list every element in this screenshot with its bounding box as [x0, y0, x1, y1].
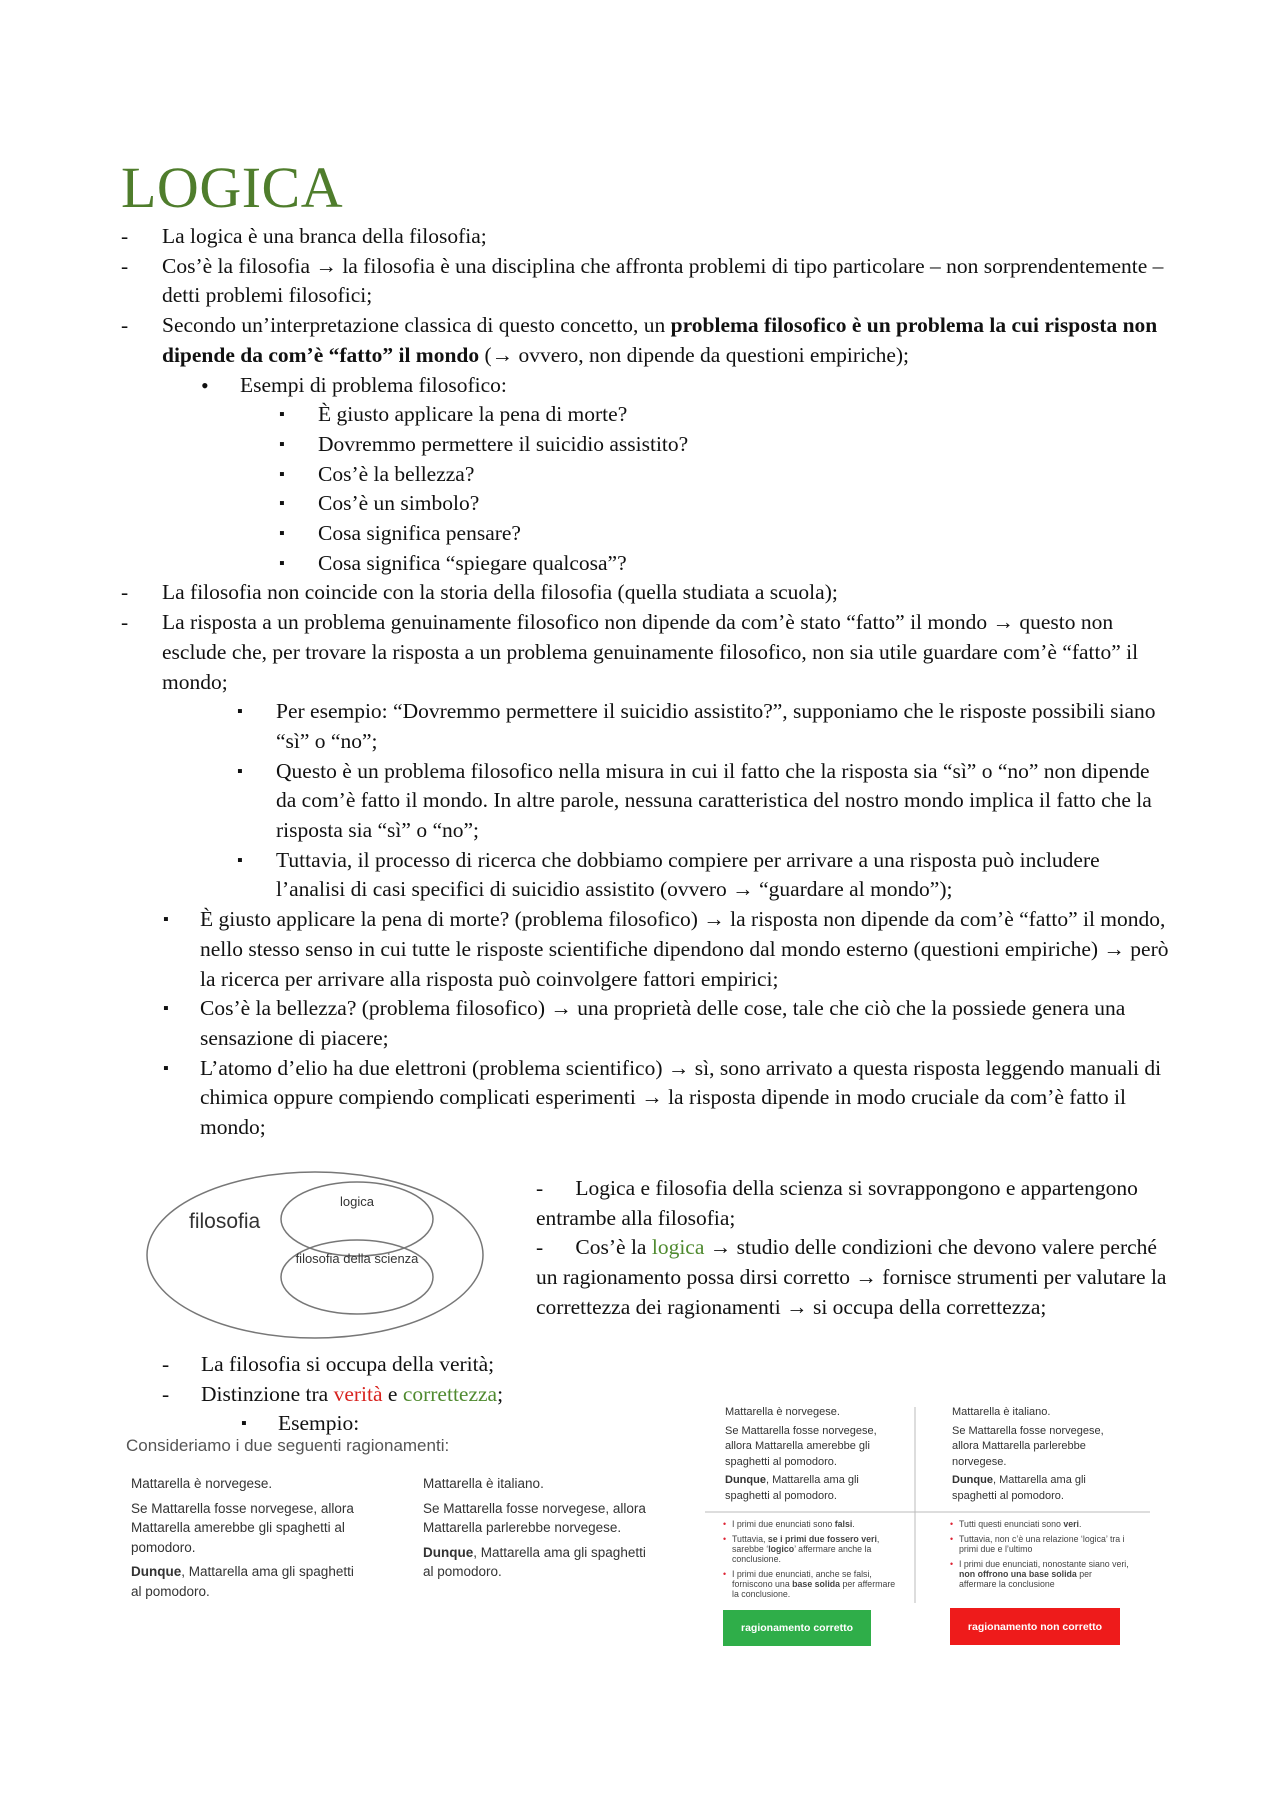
list-item: • Esempi di problema filosofico:: [121, 371, 1171, 401]
list-item: ▪ Dovremmo permettere il suicidio assistito?: [121, 430, 1171, 460]
reasoning-figure: [705, 1405, 1155, 1655]
main-list: [121, 222, 1171, 1143]
page-title: LOGICA: [121, 155, 344, 220]
venn-label-scienza: filosofia della scienza: [295, 1251, 419, 1266]
list-item: - Cos’è la filosofia → la filosofia è una disciplina che affronta problemi di tipo particolare – non sorprendentemente – detti problemi filosofici;: [121, 252, 1171, 311]
list-item: - Cos’è la logica → studio delle condizioni che devono valere perché un ragionamento possa dirsi corretto → fornisce strumenti per valutare la correttezza dei ragionamenti → si occupa della correttezza;: [536, 1235, 1167, 1319]
example-heading: Consideriamo i due seguenti ragionamenti:: [126, 1436, 450, 1455]
list-item: ▪ Per esempio: “Dovremmo permettere il suicidio assistito?”, supponiamo che le risposte possibili siano “sì” o “no”;: [121, 697, 1171, 756]
right-column-text: [536, 1174, 1176, 1323]
ragionamento-corretto-label: ragionamento corretto: [723, 1610, 871, 1646]
list-item: - La filosofia non coincide con la storia della filosofia (quella studiata a scuola);: [121, 578, 1171, 608]
list-item: - Secondo un’interpretazione classica di questo concetto, un problema filosofico è un problema la cui risposta non dipende da com’è “fatto” il mondo (→ ovvero, non dipende da questioni empiriche);: [121, 311, 1171, 370]
list-item: - La filosofia si occupa della verità;: [121, 1350, 681, 1380]
list-item: - Logica e filosofia della scienza si sovrappongono e appartengono entrambe alla filosofia;: [536, 1176, 1138, 1230]
term-correttezza: correttezza: [402, 1381, 498, 1406]
lower-list: [121, 1350, 681, 1439]
list-item: ▪ Cos’è un simbolo?: [121, 489, 1171, 519]
list-item: ▪ Questo è un problema filosofico nella misura in cui il fatto che la risposta sia “sì” o “no” non dipende da com’è fatto il mondo. In altre parole, nessuna caratteristica del nostro mondo implica il fatto che la risposta sia “sì” o “no”;: [121, 757, 1171, 846]
list-item: ▪ Cosa significa pensare?: [121, 519, 1171, 549]
list-item: ▪ Tuttavia, il processo di ricerca che dobbiamo compiere per arrivare a una risposta può includere l’analisi di casi specifici di suicidio assistito (ovvero → “guardare al mondo”);: [121, 846, 1171, 905]
bold-definition: problema filosofico è un problema la cui risposta non dipende da com’è “fatto” il mondo: [162, 313, 1158, 367]
example-right: Mattarella è italiano. Se Mattarella fosse norvegese, allora Mattarella parlerebbe norvegese. Dunque, Mattarella ama gli spaghetti al pomodoro.: [423, 1476, 646, 1579]
figure-left-notes: • I primi due enunciati sono falsi. • Tuttavia, se i primi due fossero veri, sarebbe ‘logico’ affermare anche la conclusione. • I primi due enunciati, anche se falsi, forniscono una base solida per affermare la conclusione.: [723, 1519, 903, 1604]
list-item: - La risposta a un problema genuinamente filosofico non dipende da com’è stato “fatto” il mondo → questo non esclude che, per trovare la risposta a un problema genuinamente filosofico, non sia utile guardare com’è “fatto” il mondo;: [121, 608, 1171, 697]
ragionamento-non-corretto-label: ragionamento non corretto: [950, 1608, 1120, 1645]
example-left: Mattarella è norvegese. Se Mattarella fosse norvegese, allora Mattarella amerebbe gli spaghetti al pomodoro. Dunque, Mattarella ama gli spaghetti al pomodoro.: [131, 1476, 354, 1599]
list-item: ▪ Cos’è la bellezza? (problema filosofico) → una proprietà delle cose, tale che ciò che la possiede genera una sensazione di piacere;: [121, 994, 1171, 1053]
term-logica: logica: [651, 1235, 705, 1260]
venn-label-logica: logica: [340, 1194, 374, 1209]
list-item: ▪ Esempio:: [121, 1409, 681, 1439]
figure-right-col: Mattarella è italiano. Se Mattarella fosse norvegese, allora Mattarella parlerebbe norvegese. Dunque, Mattarella ama gli spaghetti al pomodoro.: [952, 1406, 1104, 1502]
term-verita: verità: [333, 1381, 383, 1406]
list-item: ▪ È giusto applicare la pena di morte? (problema filosofico) → la risposta non dipende da com’è “fatto” il mondo, nello stesso senso in cui tutte le risposte scientifiche dipendono dal mondo esterno (questioni empiriche) → però la ricerca per arrivare alla risposta può coinvolgere fattori empirici;: [121, 905, 1171, 994]
list-item: ▪ L’atomo d’elio ha due elettroni (problema scientifico) → sì, sono arrivato a questa risposta leggendo manuali di chimica oppure compiendo complicati esperimenti → la risposta dipende in modo cruciale da com’è fatto il mondo;: [121, 1054, 1171, 1143]
list-item: - Distinzione tra verità e correttezza;: [121, 1380, 681, 1410]
figure-left-col: Mattarella è norvegese. Se Mattarella fosse norvegese, allora Mattarella amerebbe gli spaghetti al pomodoro. Dunque, Mattarella ama gli spaghetti al pomodoro.: [725, 1406, 877, 1502]
figure-right-notes: • Tutti questi enunciati sono veri. • Tuttavia, non c’è una relazione ‘logica’ tra i primi due e l’ultimo • I primi due enunciati, nonostante siano veri, non offrono una base solida per affermare la conclusione: [950, 1519, 1130, 1594]
venn-label-filosofia: filosofia: [189, 1210, 261, 1233]
list-item: ▪ Cosa significa “spiegare qualcosa”?: [121, 549, 1171, 579]
venn-diagram: [145, 1170, 485, 1340]
list-item: ▪ Cos’è la bellezza?: [121, 460, 1171, 490]
list-item: ▪ È giusto applicare la pena di morte?: [121, 400, 1171, 430]
list-item: - La logica è una branca della filosofia;: [121, 222, 1171, 252]
